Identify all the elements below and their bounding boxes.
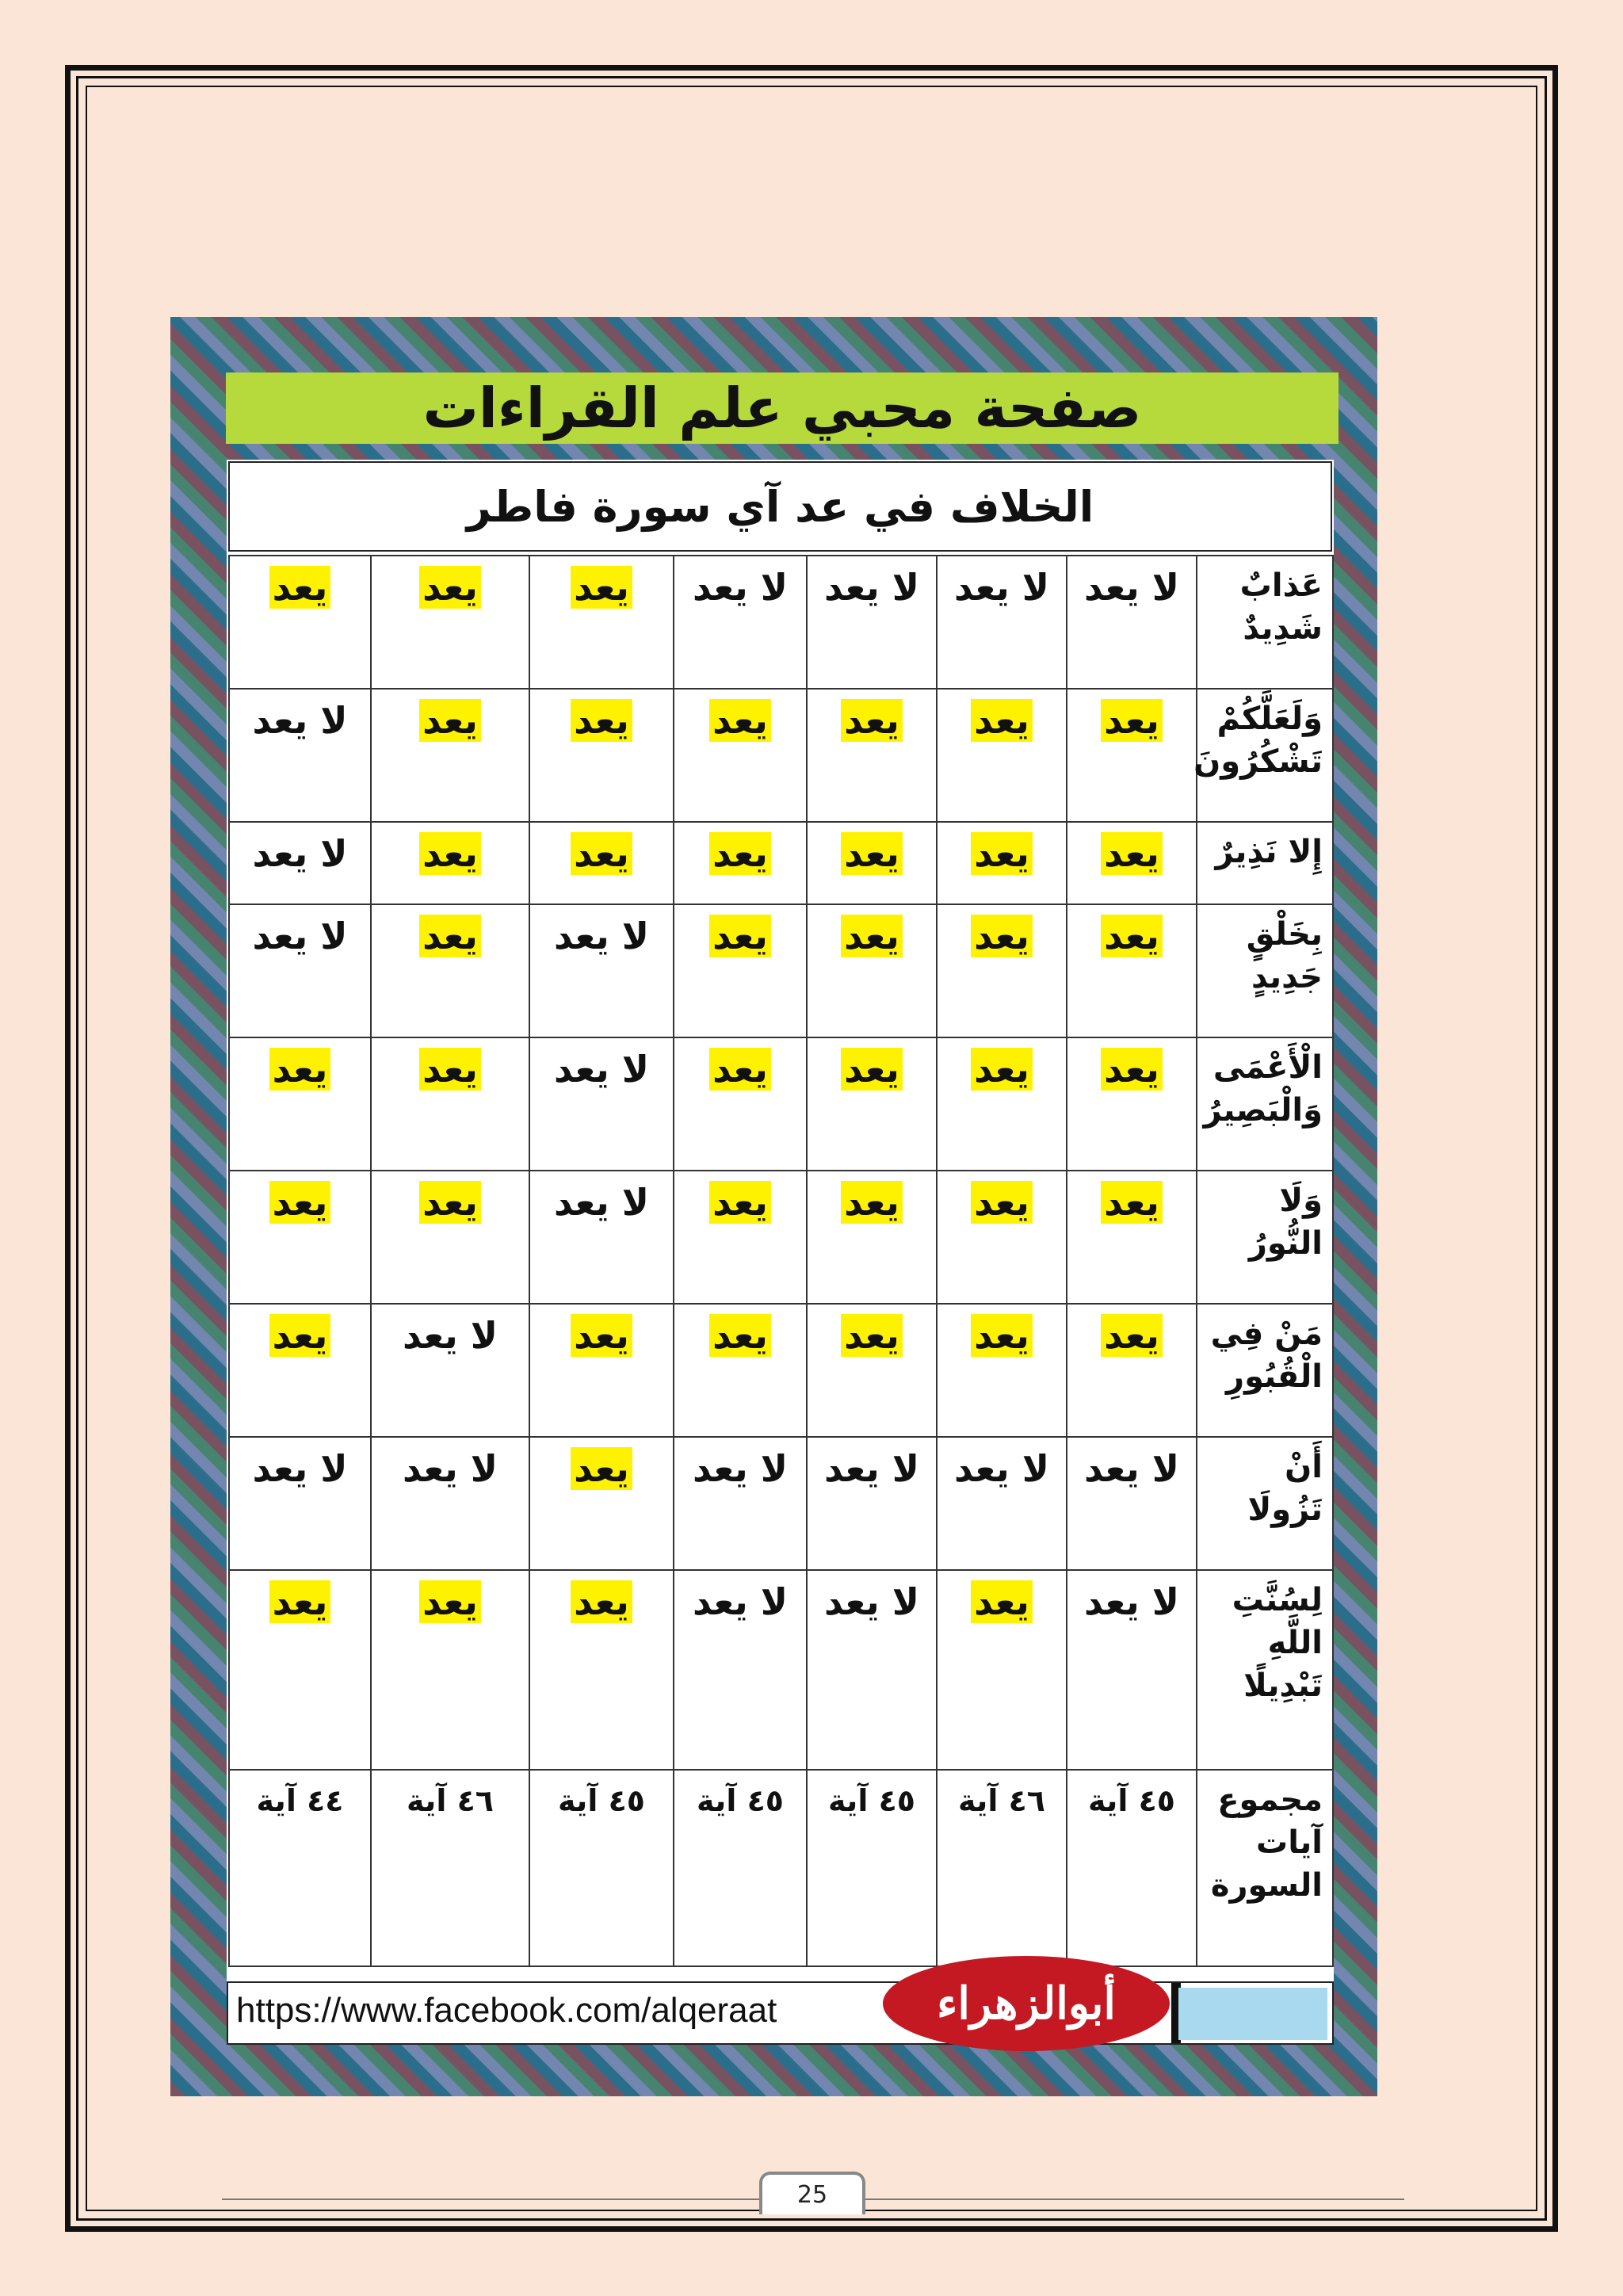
cell-value: يعد [709,915,771,957]
cell-value: لا يعد [823,1580,920,1623]
facebook-url[interactable]: https://www.facebook.com/alqeraat [236,1991,777,2030]
cell-value: يعد [841,1314,903,1357]
cell-value: لا يعد [252,915,348,957]
table-cell [1067,1304,1197,1437]
cell-value: يعد [571,566,632,609]
table-cell [937,1570,1067,1770]
table-cell [371,1437,529,1570]
row-label: أَنْ تَزُولَا [1197,1437,1333,1570]
page-number: 25 [759,2172,865,2214]
cell-value: يعد [841,832,903,875]
banner-title: صفحة محبي علم القراءات [226,372,1338,444]
author-logo: أبوالزهراء [883,1956,1170,2051]
cell-value: لا يعد [402,1314,498,1357]
table-cell [229,1437,371,1570]
table-cell [529,1437,674,1570]
table-cell [229,904,371,1037]
cell-value: يعد [1101,915,1163,957]
table-cell [529,689,674,822]
table-cell [807,1770,937,1966]
table-cell [1067,822,1197,904]
table-row [229,1171,1333,1304]
table-cell [371,1171,529,1304]
cell-value: لا يعد [692,1447,789,1490]
table-cell [371,556,529,689]
table-cell [807,1171,937,1304]
table-cell [674,1437,807,1570]
table-cell [371,822,529,904]
table-cell [1067,1171,1197,1304]
cell-value: لا يعد [1083,1580,1180,1623]
row-label: وَلَعَلَّكُمْ تَشْكُرُونَ [1197,689,1333,822]
table-row [229,904,1333,1037]
cell-value: يعد [419,566,481,609]
cell-value: يعد [1101,832,1163,875]
table-cell [1067,689,1197,822]
cell-value: يعد [419,915,481,957]
cell-value: لا يعد [252,832,348,875]
cell-value: لا يعد [553,1048,650,1091]
table-cell [529,1037,674,1171]
table-cell [229,822,371,904]
table-cell [674,556,807,689]
table-cell [229,689,371,822]
cell-value: يعد [1101,1048,1163,1091]
cell-value: ٤٥ آية [1088,1783,1175,1818]
cell-value: يعد [841,1181,903,1224]
cell-value: يعد [709,1314,771,1357]
table-row [229,1304,1333,1437]
cell-value: ٤٥ آية [558,1783,645,1818]
table-row [229,1570,1333,1770]
cell-value: لا يعد [823,1447,920,1490]
cell-value: يعد [571,1447,632,1490]
cell-value: يعد [971,1314,1033,1357]
cell-value: يعد [571,1314,632,1357]
table-cell [1067,1437,1197,1570]
row-label: وَلَا النُّورُ [1197,1171,1333,1304]
verse-count-table [227,460,1334,1981]
row-label: بِخَلْقٍ جَدِيدٍ [1197,904,1333,1037]
cell-value: لا يعد [252,699,348,742]
table-cell [937,904,1067,1037]
cell-value: يعد [709,1181,771,1224]
cell-value: لا يعد [953,566,1050,609]
cell-value: يعد [1101,699,1163,742]
table-cell [1067,1037,1197,1171]
table-row [229,1437,1333,1570]
cell-value: يعد [841,1048,903,1091]
table-cell [807,904,937,1037]
table-cell [229,1570,371,1770]
table-cell [937,1304,1067,1437]
cell-value: يعد [709,832,771,875]
cell-value: يعد [1101,1314,1163,1357]
cell-value: يعد [571,699,632,742]
table-row [229,1770,1333,1966]
table-cell [937,689,1067,822]
table-cell [371,904,529,1037]
table-cell [674,1570,807,1770]
footer-line-left [222,2199,761,2200]
table-cell [371,1304,529,1437]
cell-value: يعد [419,1580,481,1623]
table-cell [371,689,529,822]
cell-value: يعد [419,699,481,742]
row-label: مَنْ فِي الْقُبُورِ [1197,1304,1333,1437]
table-cell [674,1171,807,1304]
table-cell [807,1304,937,1437]
table-cell [1067,1770,1197,1966]
table-cell [807,822,937,904]
table-cell [229,1304,371,1437]
table-cell [937,1037,1067,1171]
cell-value: يعد [971,1181,1033,1224]
table-cell [229,1037,371,1171]
table-cell [674,904,807,1037]
cell-value: ٤٦ آية [407,1783,494,1818]
table-row [229,822,1333,904]
table-cell [1067,904,1197,1037]
table-cell [674,1304,807,1437]
table-cell [674,1770,807,1966]
row-label: إِلا نَذِيرٌ [1197,822,1333,904]
table-cell [529,556,674,689]
cell-value: لا يعد [1083,566,1180,609]
cell-value: يعد [419,1048,481,1091]
cell-value: يعد [269,1314,331,1357]
cell-value: يعد [841,699,903,742]
table-cell [674,689,807,822]
table-cell [807,1570,937,1770]
table-row [229,689,1333,822]
cell-value: لا يعد [692,1580,789,1623]
table-cell [807,689,937,822]
cell-value: يعد [841,915,903,957]
cell-value: يعد [571,1580,632,1623]
table-cell [371,1570,529,1770]
cell-value: يعد [1101,1181,1163,1224]
cell-value: يعد [419,1181,481,1224]
table-cell [937,556,1067,689]
footer-color-block [1178,1988,1327,2040]
table-cell [529,1304,674,1437]
table-cell [229,556,371,689]
table-cell [674,1037,807,1171]
cell-value: لا يعد [1083,1447,1180,1490]
count-grid [228,555,1334,1967]
table-cell [1067,1570,1197,1770]
table-row [229,556,1333,689]
cell-value: لا يعد [252,1447,348,1490]
cell-value: ٤٥ آية [828,1783,915,1818]
cell-value: يعد [571,832,632,875]
cell-value: يعد [971,915,1033,957]
cell-value: ٤٦ آية [958,1783,1045,1818]
table-cell [807,556,937,689]
cell-value: يعد [269,1181,331,1224]
table-cell [1067,556,1197,689]
table-cell [529,1770,674,1966]
cell-value: لا يعد [692,566,789,609]
cell-value: لا يعد [823,566,920,609]
row-label: عَذابٌ شَدِيدٌ [1197,556,1333,689]
cell-value: لا يعد [953,1447,1050,1490]
cell-value: يعد [709,1048,771,1091]
cell-value: يعد [269,1048,331,1091]
table-title: الخلاف في عد آي سورة فاطر [228,461,1332,552]
table-row [229,1037,1333,1171]
cell-value: يعد [971,699,1033,742]
cell-value: لا يعد [402,1447,498,1490]
table-cell [674,822,807,904]
cell-value: يعد [971,1048,1033,1091]
table-cell [529,822,674,904]
cell-value: ٤٥ آية [697,1783,784,1818]
row-label: مجموع آيات السورة [1197,1770,1333,1966]
cell-value: يعد [269,566,331,609]
cell-value: لا يعد [553,915,650,957]
table-cell [937,822,1067,904]
cell-value: لا يعد [553,1181,650,1224]
footer-line-right [865,2199,1404,2200]
cell-value: يعد [709,699,771,742]
table-cell [807,1037,937,1171]
image-footer [227,1977,1334,2045]
table-cell [229,1770,371,1966]
row-label: الْأَعْمَى وَالْبَصِيرُ [1197,1037,1333,1171]
cell-value: يعد [971,1580,1033,1623]
table-cell [529,1570,674,1770]
table-cell [937,1171,1067,1304]
cell-value: ٤٤ آية [256,1783,344,1818]
cell-value: يعد [971,832,1033,875]
table-cell [529,904,674,1037]
cell-value: يعد [269,1580,331,1623]
table-cell [937,1437,1067,1570]
table-cell [937,1770,1067,1966]
table-cell [371,1037,529,1171]
table-cell [229,1171,371,1304]
cell-value: يعد [419,832,481,875]
row-label: لِسُنَّتِ اللَّهِ تَبْدِيلًا [1197,1570,1333,1770]
table-cell [529,1171,674,1304]
table-cell [807,1437,937,1570]
table-cell [371,1770,529,1966]
